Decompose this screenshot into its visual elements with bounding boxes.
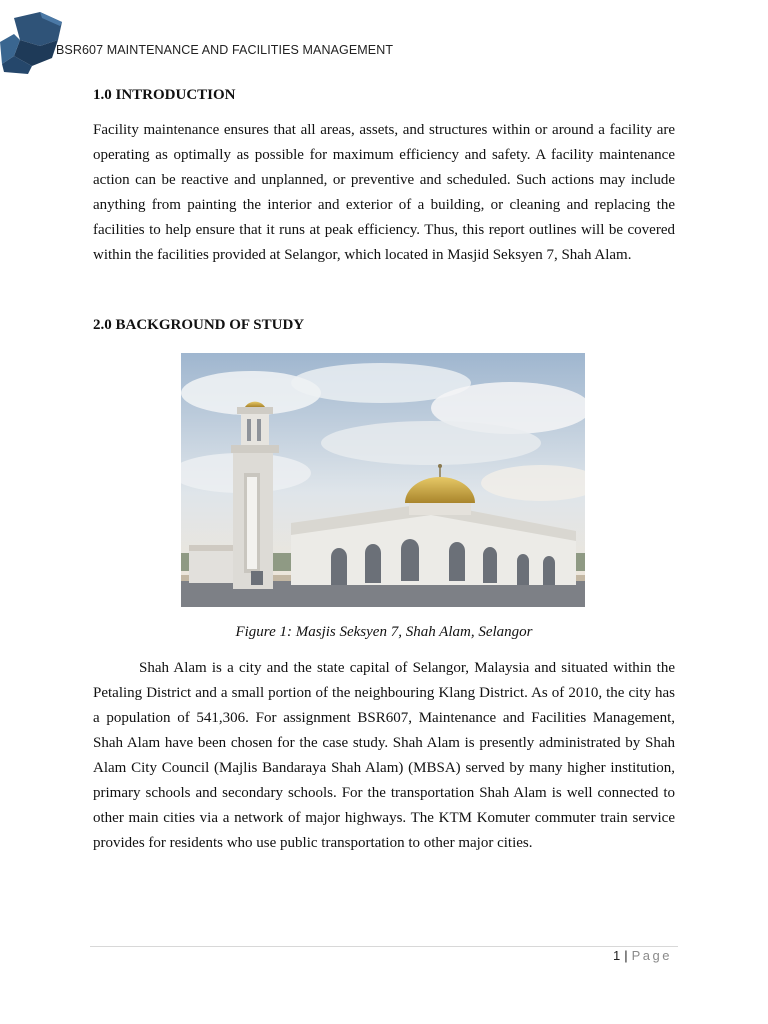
running-header: BSR607 MAINTENANCE AND FACILITIES MANAGEMENT	[56, 43, 394, 57]
figure-caption: Figure 1: Masjis Seksyen 7, Shah Alam, Selangor	[235, 624, 533, 640]
logo-icon	[0, 12, 64, 74]
section-heading-background: 2.0 BACKGROUND OF STUDY	[93, 317, 305, 333]
background-paragraph: Shah Alam is a city and the state capital of Selangor, Malaysia and situated within the Petaling District and a small portion of the neighbouring Klang District. As of 2010, the city has a population of 541,306. For assignment BSR607, Maintenance and Facilities Management, Shah Alam have been chosen for the case study. Shah Alam is presently administrated by Shah Alam City Council (Majlis Bandaraya Shah Alam) (MBSA) served by many higher institution, primary schools and secondary schools. For the transportation Shah Alam is well connected to other main cities via a network of major highways. The KTM Komuter commuter train service provides for residents who use public transportation to other major cities.	[93, 660, 675, 851]
introduction-paragraph: Facility maintenance ensures that all areas, assets, and structures within or around a facility are operating as optimally as possible for maximum efficiency and safety. A facility maintenance action can be reactive and unplanned, or preventive and scheduled. Such actions may include anything from painting the interior and exterior of a building, or cleaning and replacing the facilities to help ensure that it runs at peak efficiency. Thus, this report outlines will be covered within the facilities provided at Selangor, which located in Masjid Seksyen 7, Shah Alam.	[93, 122, 675, 263]
page-footer	[613, 948, 672, 963]
mosque-illustration	[181, 353, 585, 607]
footer-divider	[90, 946, 678, 947]
page-label: Page	[631, 948, 672, 963]
section-heading-introduction: 1.0 INTRODUCTION	[93, 87, 236, 103]
mosque-photo	[181, 353, 585, 607]
page-separator: |	[624, 948, 628, 963]
page-number: 1	[613, 948, 621, 963]
